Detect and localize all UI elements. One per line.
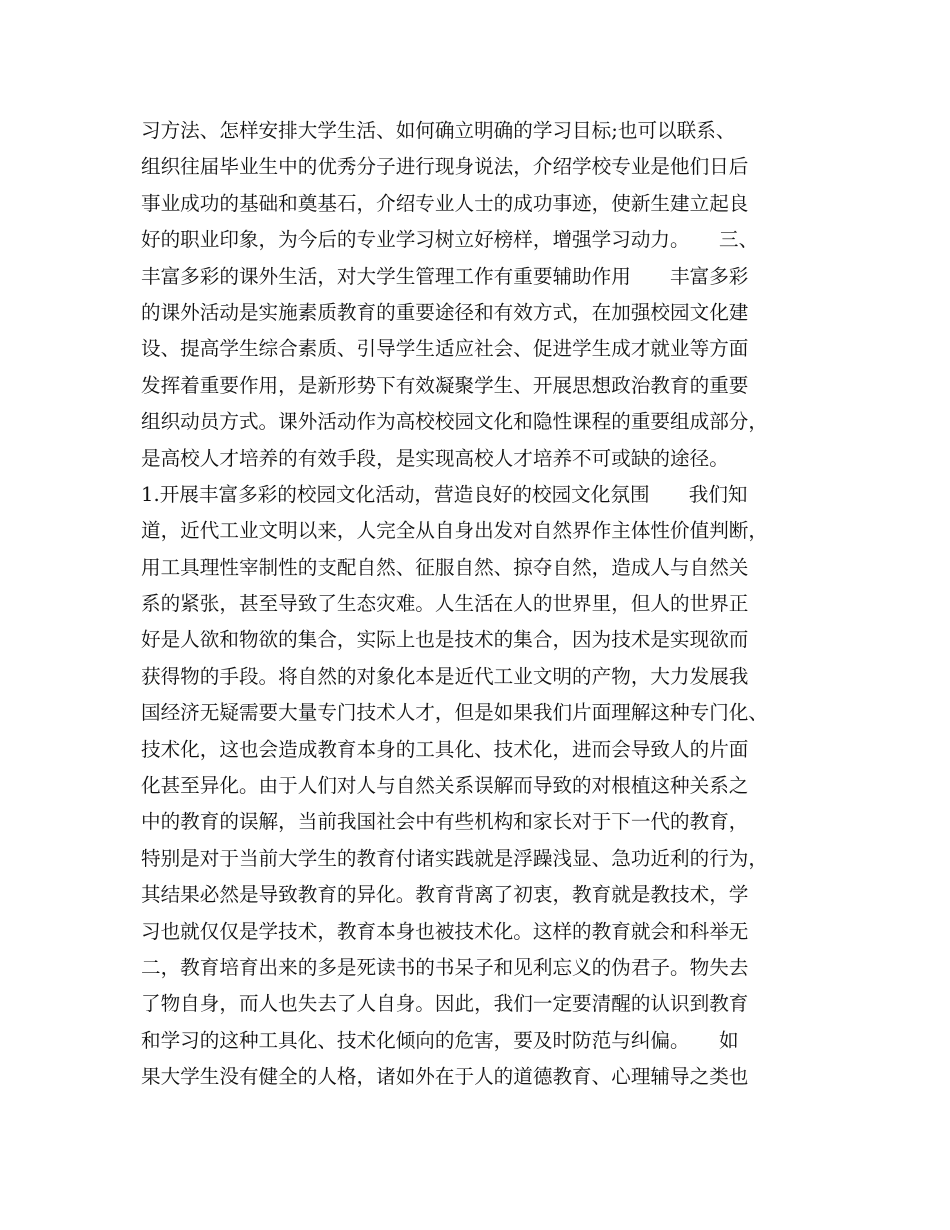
text-line: 果大学生没有健全的人格，诸如外在于人的道德教育、心理辅导之类也 xyxy=(141,1065,749,1089)
text-line: 二，教育培育出来的多是死读书的书呆子和见利忘义的伪君子。物失去 xyxy=(141,955,749,979)
text-line: 好是人欲和物欲的集合，实际上也是技术的集合，因为技术是实现欲而 xyxy=(141,628,749,652)
text-line: 其结果必然是导致教育的异化。教育背离了初衷，教育就是教技术，学 xyxy=(141,883,749,907)
text-line: 1.开展丰富多彩的校园文化活动，营造良好的校园文化氛围 我们知 xyxy=(141,482,748,506)
text-line: 好的职业印象，为今后的专业学习树立好榜样，增强学习动力。 三、 xyxy=(141,228,759,252)
text-line: 习也就仅仅是学技术，教育本身也被技术化。这样的教育就会和科举无 xyxy=(141,919,749,943)
text-line: 用工具理性宰制性的支配自然、征服自然、掠夺自然，造成人与自然关 xyxy=(141,555,749,579)
text-line: 和学习的这种工具化、技术化倾向的危害，要及时防范与纠偏。 如 xyxy=(141,1028,739,1052)
text-line: 设、提高学生综合素质、引导学生适应社会、促进学生成才就业等方面 xyxy=(141,337,749,361)
text-line: 是高校人才培养的有效手段，是实现高校人才培养不可或缺的途径。 xyxy=(141,446,729,470)
text-line: 特别是对于当前大学生的教育付诸实践就是浮躁浅显、急功近利的行为， xyxy=(141,846,768,870)
text-line: 中的教育的误解，当前我国社会中有些机构和家长对于下一代的教育， xyxy=(141,810,749,834)
text-line: 丰富多彩的课外生活，对大学生管理工作有重要辅助作用 丰富多彩 xyxy=(141,264,749,288)
text-line: 道，近代工业文明以来，人完全从自身出发对自然界作主体性价值判断， xyxy=(141,519,768,543)
text-line: 习方法、怎样安排大学生活、如何确立明确的学习目标;也可以联系、 xyxy=(141,119,736,142)
text-line: 化甚至异化。由于人们对人与自然关系误解而导致的对根植这种关系之 xyxy=(141,774,749,798)
text-line: 获得物的手段。将自然的对象化本是近代工业文明的产物，大力发展我 xyxy=(141,664,749,688)
body-text xyxy=(141,113,831,1096)
text-line: 组织往届毕业生中的优秀分子进行现身说法，介绍学校专业是他们日后 xyxy=(141,155,749,179)
text-line: 事业成功的基础和奠基石，介绍专业人士的成功事迹，使新生建立起良 xyxy=(141,191,749,215)
text-line: 组织动员方式。课外活动作为高校校园文化和隐性课程的重要组成部分， xyxy=(141,410,768,434)
text-line: 的课外活动是实施素质教育的重要途径和有效方式，在加强校园文化建 xyxy=(141,300,749,324)
text-line: 了物自身，而人也失去了人自身。因此，我们一定要清醒的认识到教育 xyxy=(141,992,749,1016)
text-line: 国经济无疑需要大量专门技术人才，但是如果我们片面理解这种专门化、 xyxy=(141,701,768,725)
text-line: 发挥着重要作用，是新形势下有效凝聚学生、开展思想政治教育的重要 xyxy=(141,373,749,397)
text-line: 技术化，这也会造成教育本身的工具化、技术化，进而会导致人的片面 xyxy=(141,737,749,761)
text-line: 系的紧张，甚至导致了生态灾难。人生活在人的世界里，但人的世界正 xyxy=(141,592,749,616)
